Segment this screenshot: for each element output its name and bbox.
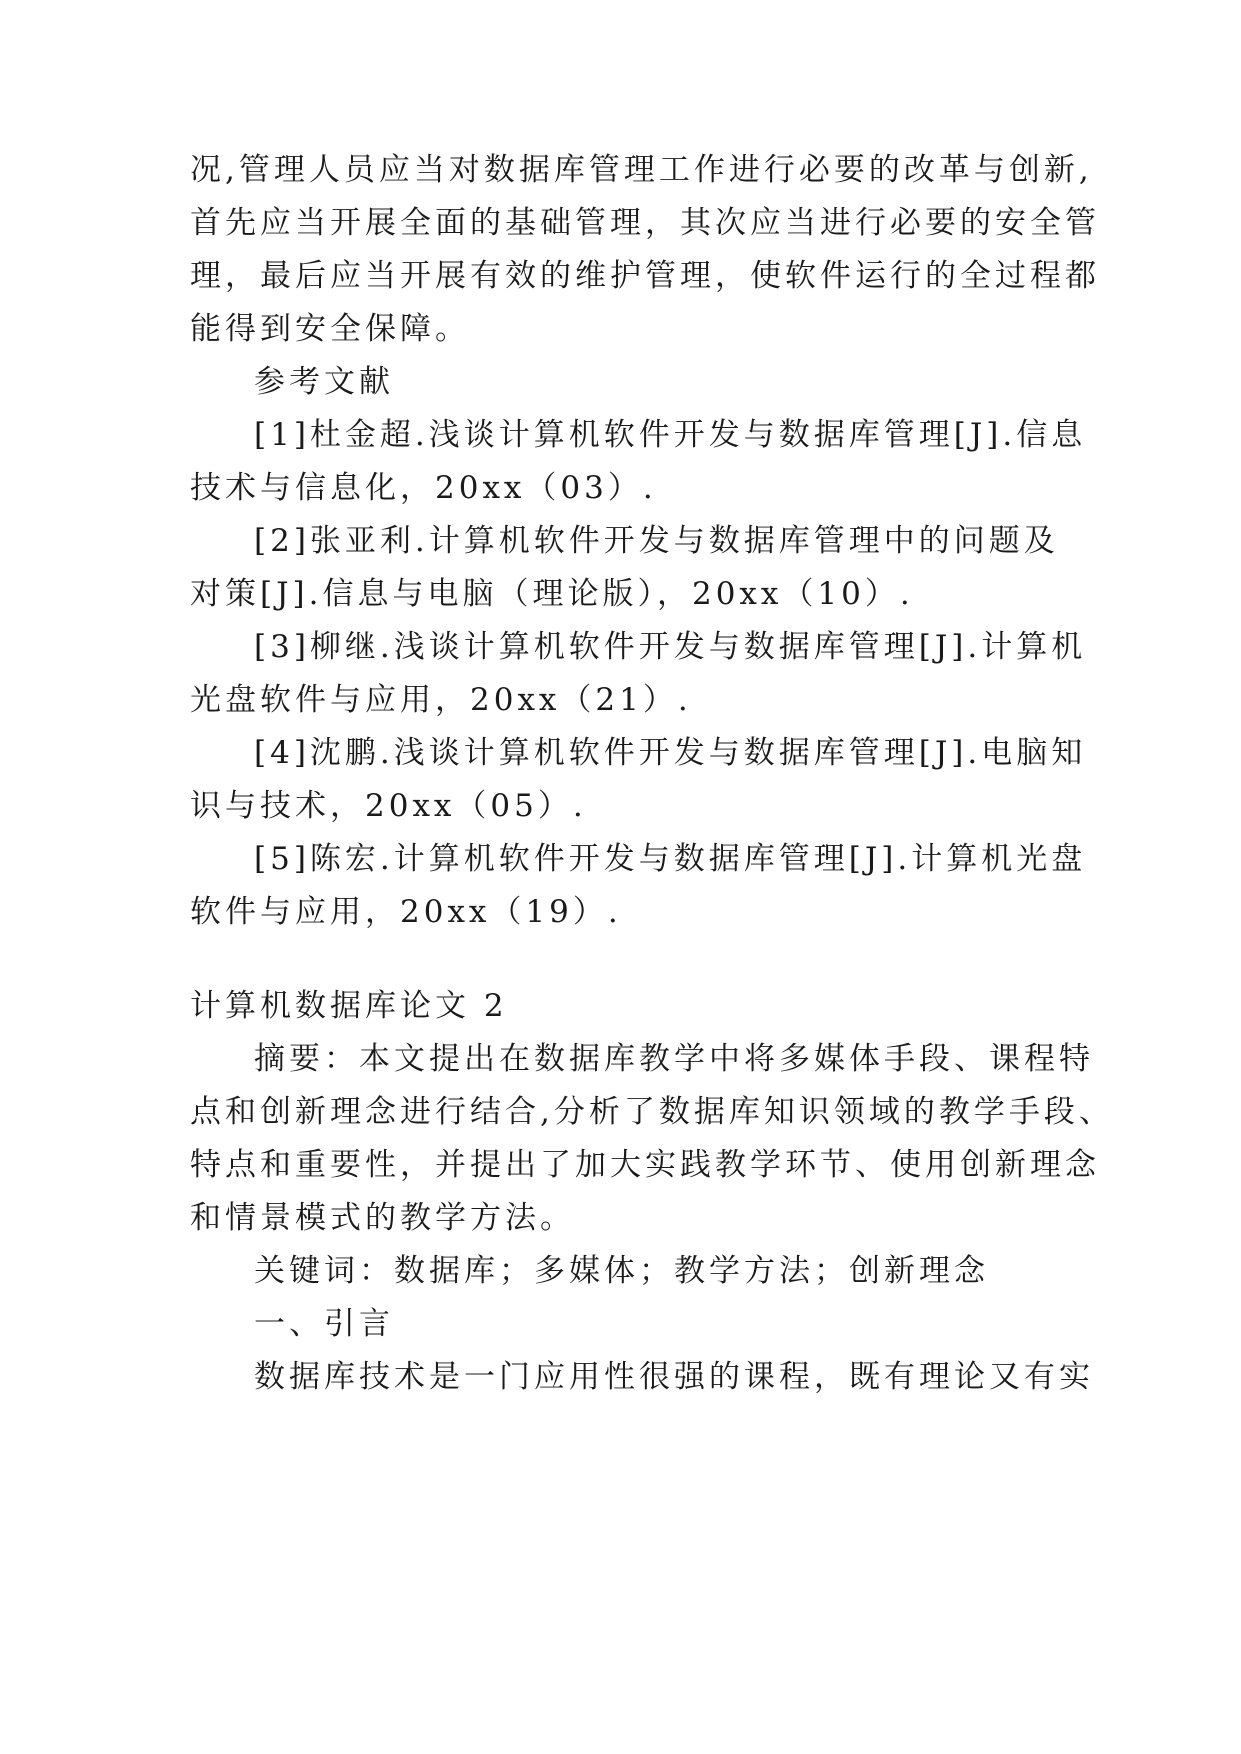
abstract-line: 和情景模式的教学方法。	[190, 1200, 575, 1236]
reference-2-line-2: 对策[J].信息与电脑（理论版），20xx（10）.	[190, 576, 914, 612]
keywords-line: 关键词：数据库；多媒体；教学方法；创新理念	[254, 1253, 989, 1289]
paragraph-line: 况,管理人员应当对数据库管理工作进行必要的改革与创新,	[190, 152, 1093, 188]
reference-5-line-1: [5]陈宏.计算机软件开发与数据库管理[J].计算机光盘	[254, 841, 1087, 877]
abstract-line: 特点和重要性，并提出了加大实践教学环节、使用创新理念	[190, 1147, 1100, 1183]
reference-4-line-1: [4]沈鹏.浅谈计算机软件开发与数据库管理[J].电脑知	[254, 735, 1087, 771]
paragraph-line: 能得到安全保障。	[190, 311, 470, 347]
section-title: 计算机数据库论文 2	[190, 988, 508, 1024]
reference-3-line-1: [3]柳继.浅谈计算机软件开发与数据库管理[J].计算机	[254, 629, 1087, 665]
reference-2-line-1: [2]张亚利.计算机软件开发与数据库管理中的问题及	[254, 523, 1059, 559]
reference-5-line-2: 软件与应用，20xx（19）.	[190, 894, 622, 930]
abstract-line: 点和创新理念进行结合,分析了数据库知识领域的教学手段、	[190, 1094, 1114, 1130]
paragraph-line: 理，最后应当开展有效的维护管理，使软件运行的全过程都	[190, 258, 1100, 294]
reference-1-line-2: 技术与信息化，20xx（03）.	[190, 470, 657, 506]
paragraph-line: 首先应当开展全面的基础管理，其次应当进行必要的安全管	[190, 205, 1100, 241]
reference-4-line-2: 识与技术，20xx（05）.	[190, 788, 587, 824]
intro-paragraph-line: 数据库技术是一门应用性很强的课程，既有理论又有实	[254, 1359, 1094, 1395]
intro-heading: 一、引言	[254, 1306, 394, 1342]
references-heading: 参考文献	[254, 364, 394, 400]
abstract-line: 摘要：本文提出在数据库教学中将多媒体手段、课程特	[254, 1041, 1094, 1077]
reference-1-line-1: [1]杜金超.浅谈计算机软件开发与数据库管理[J].信息	[254, 417, 1087, 453]
reference-3-line-2: 光盘软件与应用，20xx（21）.	[190, 682, 692, 718]
